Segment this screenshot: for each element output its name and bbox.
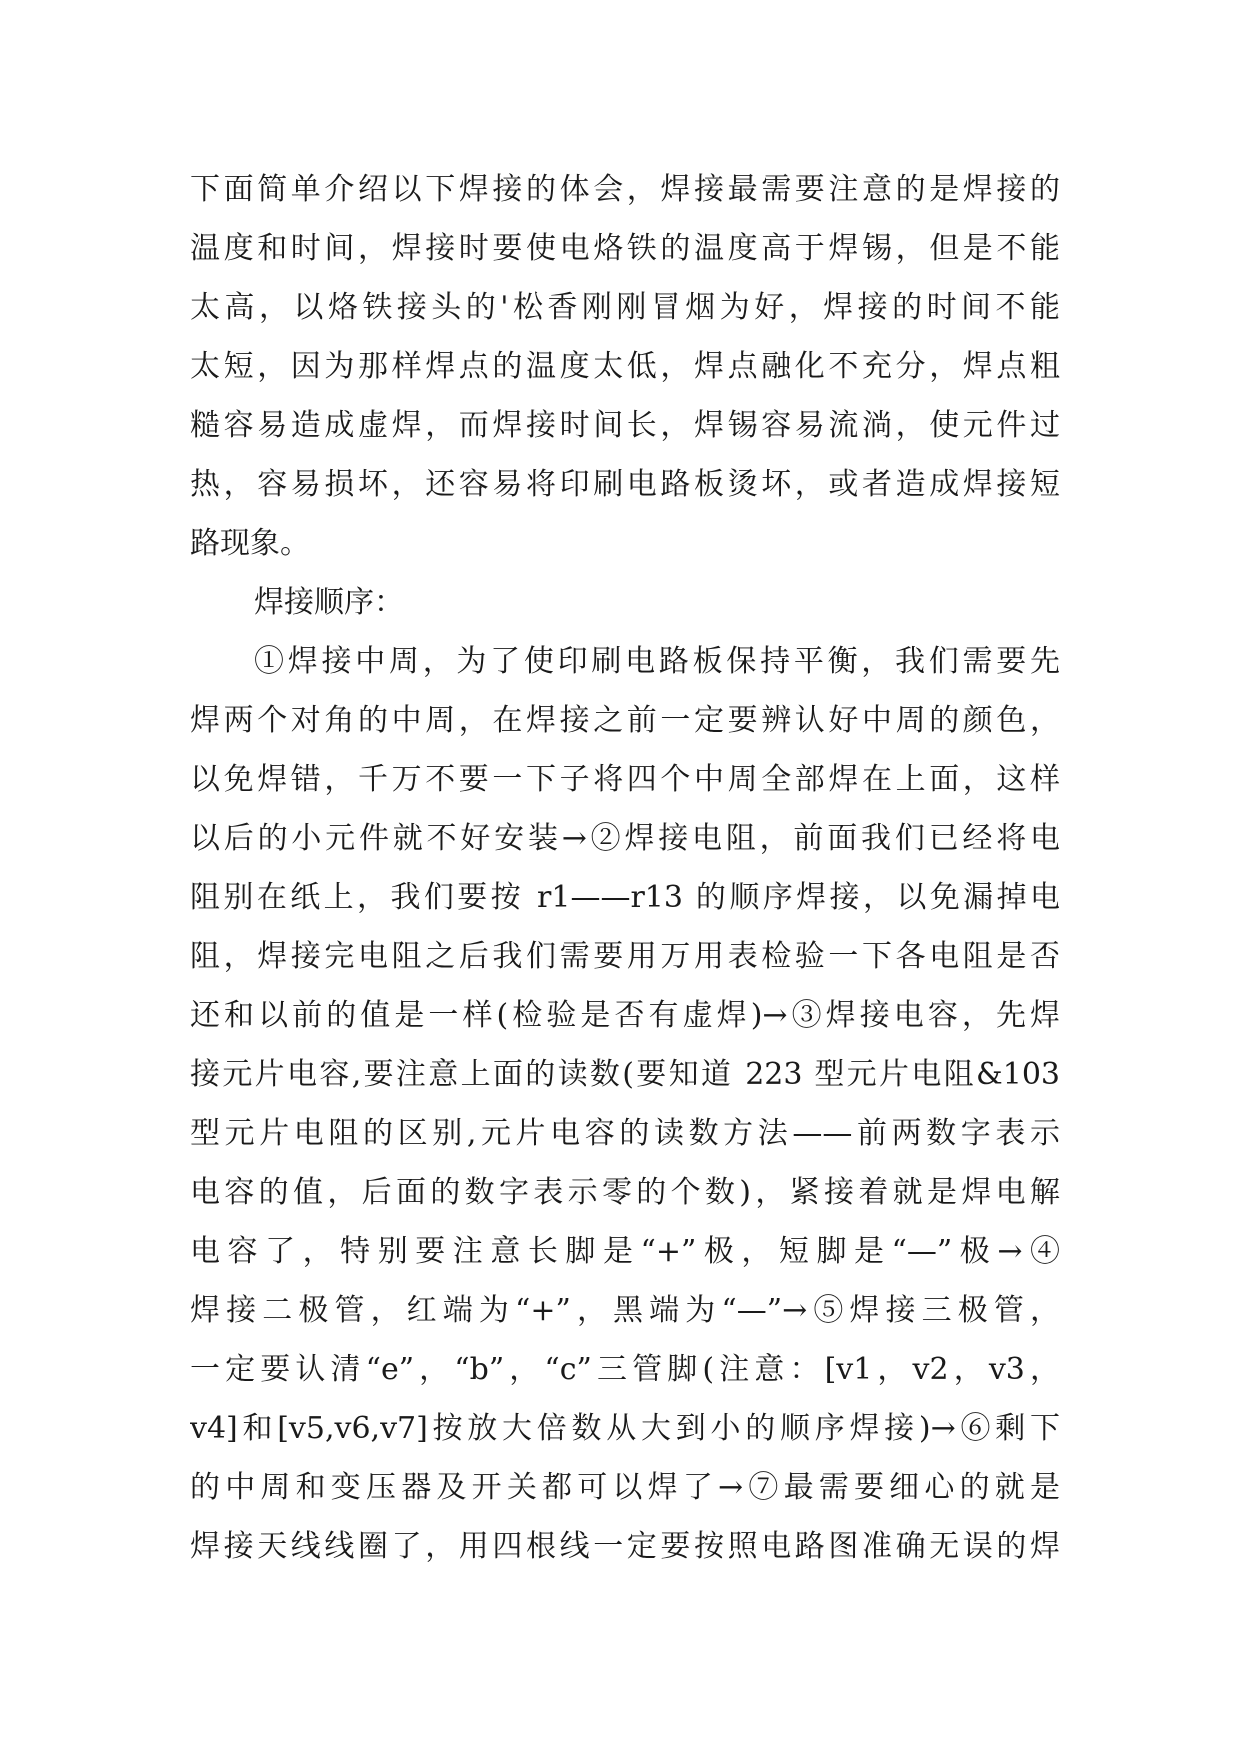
text-line: 焊接二极管，红端为“+”，黑端为“—”→⑤焊接三极管， [190, 1293, 1060, 1328]
text-line: 路现象。 [190, 526, 310, 561]
section-heading: 焊接顺序： [254, 585, 404, 620]
document-body [190, 160, 1060, 1576]
text-line: 还和以前的值是一样(检验是否有虚焊)→③焊接电容，先焊 [190, 998, 1060, 1033]
text-line: 温度和时间，焊接时要使电烙铁的温度高于焊锡，但是不能 [190, 231, 1060, 266]
text-line: 糙容易造成虚焊，而焊接时间长，焊锡容易流淌，使元件过 [190, 408, 1060, 443]
text-line: 下面简单介绍以下焊接的体会，焊接最需要注意的是焊接的 [190, 172, 1060, 207]
text-line: 太短，因为那样焊点的温度太低，焊点融化不充分，焊点粗 [190, 349, 1060, 384]
text-line: 型元片电阻的区别,元片电容的读数方法——前两数字表示 [190, 1116, 1060, 1151]
text-line: 电容了，特别要注意长脚是“+”极，短脚是“—”极→④ [190, 1234, 1060, 1269]
text-line: 电容的值，后面的数字表示零的个数)，紧接着就是焊电解 [190, 1175, 1060, 1210]
text-line: 阻，焊接完电阻之后我们需要用万用表检验一下各电阻是否 [190, 939, 1060, 974]
text-line: v4]和[v5,v6,v7]按放大倍数从大到小的顺序焊接)→⑥剩下 [190, 1411, 1060, 1446]
text-line: 以后的小元件就不好安装→②焊接电阻，前面我们已经将电 [190, 821, 1060, 856]
text-line: 焊接天线线圈了，用四根线一定要按照电路图准确无误的焊 [190, 1529, 1060, 1564]
text-line: 一定要认清“e”，“b”，“c”三管脚(注意：[v1，v2，v3， [190, 1352, 1060, 1387]
text-line: 太高，以烙铁接头的'松香刚刚冒烟为好，焊接的时间不能 [190, 290, 1060, 325]
text-line: ①焊接中周，为了使印刷电路板保持平衡，我们需要先 [254, 644, 1060, 679]
text-line: 阻别在纸上，我们要按 r1——r13 的顺序焊接，以免漏掉电 [190, 880, 1060, 915]
text-line: 接元片电容,要注意上面的读数(要知道 223 型元片电阻&103 [190, 1057, 1060, 1092]
text-line: 焊两个对角的中周，在焊接之前一定要辨认好中周的颜色， [190, 703, 1060, 738]
text-line: 热，容易损坏，还容易将印刷电路板烫坏，或者造成焊接短 [190, 467, 1060, 502]
text-line: 以免焊错，千万不要一下子将四个中周全部焊在上面，这样 [190, 762, 1060, 797]
text-line: 的中周和变压器及开关都可以焊了→⑦最需要细心的就是 [190, 1470, 1060, 1505]
